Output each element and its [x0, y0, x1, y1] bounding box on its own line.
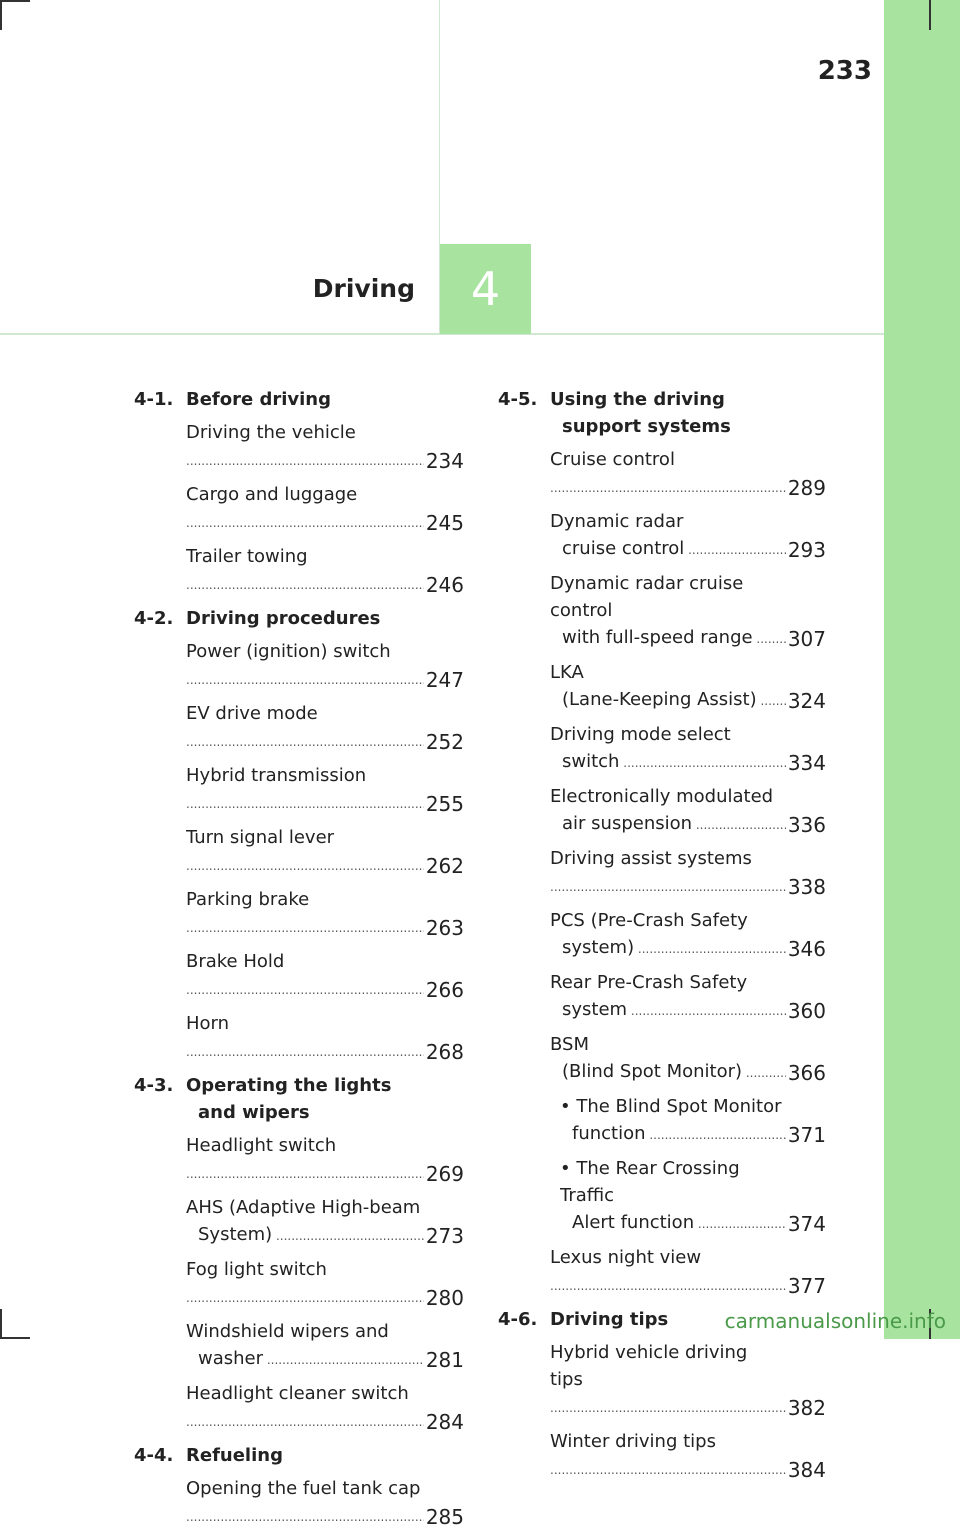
entry-label — [186, 1194, 424, 1250]
toc-entry[interactable] — [498, 446, 826, 502]
entry-label — [550, 1244, 786, 1300]
entry-label — [550, 969, 786, 1025]
entry-label — [186, 1318, 424, 1374]
entry-page-number: 338 — [787, 875, 826, 899]
toc-entry[interactable] — [134, 1380, 464, 1436]
entry-page-number: 266 — [425, 978, 464, 1002]
entry-page-number: 263 — [425, 916, 464, 940]
toc-entry[interactable] — [134, 824, 464, 880]
section-number: 4-5. — [498, 389, 538, 410]
entry-label-line: Driving the vehicle — [186, 422, 356, 443]
toc-entry[interactable] — [498, 570, 826, 653]
entry-label-line: air suspension ..... — [550, 810, 786, 839]
section-title — [186, 1072, 464, 1126]
entry-label-line: Driving mode select — [550, 724, 731, 745]
entry-label-line: Hybrid transmission — [186, 765, 367, 786]
entry-label-line: Power (ignition) switch — [186, 641, 391, 662]
section-title — [550, 386, 826, 440]
toc-entry[interactable] — [134, 700, 464, 756]
entry-label-line: (Blind Spot Monitor) ..... — [550, 1058, 786, 1087]
entry-page-number: 346 — [787, 937, 826, 961]
entry-label — [186, 481, 424, 537]
section-title-line: Operating the lights — [186, 1075, 392, 1096]
toc-entry[interactable] — [498, 1155, 826, 1238]
toc-entry[interactable] — [134, 638, 464, 694]
entry-page-number: 269 — [425, 1162, 464, 1186]
toc-section — [134, 1066, 464, 1436]
entry-page-number: 255 — [425, 792, 464, 816]
entry-page-number: 377 — [787, 1274, 826, 1298]
entry-label — [186, 886, 424, 942]
page-number: 233 — [817, 56, 872, 86]
entry-label-line: Dynamic radar — [550, 511, 684, 532]
section-title-line: support systems — [562, 416, 731, 437]
entry-label — [550, 446, 786, 502]
entry-label — [550, 659, 786, 715]
entry-page-number: 247 — [425, 668, 464, 692]
toc-entry[interactable] — [134, 762, 464, 818]
section-heading — [134, 380, 464, 413]
section-number: 4-6. — [498, 1309, 538, 1330]
section-title-line: Driving tips — [550, 1309, 669, 1330]
toc-entry[interactable] — [134, 419, 464, 475]
entry-label-line: washer ..... — [186, 1345, 424, 1374]
entry-page-number: 384 — [787, 1458, 826, 1482]
chapter-number-box: 4 — [440, 244, 531, 334]
crop-mark — [0, 0, 30, 2]
toc-section — [134, 599, 464, 1066]
entry-label — [550, 1339, 786, 1422]
entry-label-line: Dynamic radar cruise control — [550, 573, 744, 621]
entry-label-line: Turn signal lever — [186, 827, 335, 848]
entry-page-number: 293 — [787, 538, 826, 562]
section-title — [186, 605, 464, 632]
toc-section — [498, 380, 826, 1300]
entry-page-number: 280 — [425, 1286, 464, 1310]
entry-label — [186, 1475, 424, 1531]
entry-label-line: Headlight switch — [186, 1135, 337, 1156]
entry-label-line: Electronically modulated — [550, 786, 774, 807]
section-heading — [134, 599, 464, 632]
toc-entry[interactable] — [134, 1318, 464, 1374]
section-heading — [498, 380, 826, 440]
section-title-line: and wipers — [198, 1102, 310, 1123]
entry-label-line: Lexus night view — [550, 1247, 702, 1268]
entry-label — [550, 1031, 786, 1087]
toc-entry[interactable] — [498, 845, 826, 901]
toc-entry[interactable] — [134, 1132, 464, 1188]
entry-label-line: Hybrid vehicle driving tips — [550, 1342, 748, 1390]
toc-entry[interactable] — [498, 1428, 826, 1484]
section-heading — [134, 1436, 464, 1469]
entry-label — [186, 824, 424, 880]
entry-label-line: • The Blind Spot Monitor — [560, 1093, 786, 1120]
entry-page-number: 336 — [787, 813, 826, 837]
toc-entry[interactable] — [134, 948, 464, 1004]
section-title — [186, 386, 464, 413]
entry-label — [560, 1093, 786, 1149]
entry-label-line: PCS (Pre-Crash Safety — [550, 910, 748, 931]
entry-label — [550, 907, 786, 963]
entry-label — [186, 419, 424, 475]
toc-section — [134, 1436, 464, 1531]
entry-label-line: AHS (Adaptive High-beam — [186, 1197, 421, 1218]
chapter-title: Driving — [312, 274, 415, 303]
entry-label-line: • The Rear Crossing Traffic — [560, 1155, 786, 1209]
section-number: 4-3. — [134, 1075, 174, 1096]
entry-label-line: Alert function ..... — [560, 1209, 786, 1238]
entry-label — [186, 948, 424, 1004]
entry-label-line: cruise control ..... — [550, 535, 786, 564]
crop-mark — [929, 0, 931, 30]
entry-label-line: Headlight cleaner switch — [186, 1383, 409, 1404]
toc-entry[interactable] — [498, 1093, 826, 1149]
entry-label — [186, 1380, 424, 1436]
section-title-line: Refueling — [186, 1445, 283, 1466]
entry-page-number: 262 — [425, 854, 464, 878]
entry-label-line: Winter driving tips — [550, 1431, 716, 1452]
section-number: 4-1. — [134, 389, 174, 410]
section-title — [186, 1442, 464, 1469]
entry-label — [550, 570, 786, 653]
entry-label-line: Opening the fuel tank cap — [186, 1478, 421, 1499]
entry-page-number: 246 — [425, 573, 464, 597]
section-number: 4-2. — [134, 608, 174, 629]
entry-page-number: 252 — [425, 730, 464, 754]
entry-label — [550, 783, 786, 839]
entry-label — [186, 1132, 424, 1188]
entry-label — [550, 508, 786, 564]
entry-page-number: 284 — [425, 1410, 464, 1434]
crop-mark — [0, 0, 2, 30]
entry-label — [186, 700, 424, 756]
entry-label-line: EV drive mode — [186, 703, 318, 724]
entry-label-line: system) ..... — [550, 934, 786, 963]
entry-label — [186, 543, 424, 599]
entry-label-line: Driving assist systems — [550, 848, 752, 869]
entry-label-line: Trailer towing — [186, 546, 308, 567]
section-number: 4-4. — [134, 1445, 174, 1466]
entry-page-number: 285 — [425, 1505, 464, 1529]
entry-label — [560, 1155, 786, 1238]
entry-label — [186, 1010, 424, 1066]
entry-label — [186, 762, 424, 818]
entry-label-line: LKA — [550, 662, 584, 683]
entry-label-line: system ..... — [550, 996, 786, 1025]
entry-page-number: 382 — [787, 1396, 826, 1420]
entry-page-number: 234 — [425, 449, 464, 473]
entry-label — [550, 721, 786, 777]
entry-label-line: Horn — [186, 1013, 230, 1034]
watermark: carmanualsonline.info — [724, 1309, 946, 1333]
entry-label-line: Brake Hold — [186, 951, 285, 972]
toc-entry[interactable] — [498, 783, 826, 839]
entry-page-number: 289 — [787, 476, 826, 500]
section-heading — [134, 1066, 464, 1126]
entry-label-line: (Lane-Keeping Assist) ..... — [550, 686, 786, 715]
entry-label-line: Parking brake — [186, 889, 310, 910]
entry-label-line: Cargo and luggage — [186, 484, 358, 505]
entry-label-line: with full-speed range ..... — [550, 624, 786, 653]
toc-entry[interactable] — [498, 1339, 826, 1422]
entry-label-line: Windshield wipers and — [186, 1321, 389, 1342]
toc-entry[interactable] — [498, 659, 826, 715]
entry-page-number: 245 — [425, 511, 464, 535]
entry-label — [186, 1256, 424, 1312]
toc-entry[interactable] — [498, 508, 826, 564]
toc-entry[interactable] — [498, 1031, 826, 1087]
toc-entry[interactable] — [134, 481, 464, 537]
entry-label-line: System) ..... — [186, 1221, 424, 1250]
toc-entry[interactable] — [498, 721, 826, 777]
entry-page-number: 374 — [787, 1212, 826, 1236]
entry-label — [550, 1428, 786, 1484]
entry-label — [550, 845, 786, 901]
entry-label-line: Fog light switch — [186, 1259, 327, 1280]
toc-entry[interactable] — [134, 1475, 464, 1531]
entry-page-number: 366 — [787, 1061, 826, 1085]
entry-label-line: Cruise control — [550, 449, 675, 470]
toc-entry[interactable] — [134, 543, 464, 599]
toc-entry[interactable] — [498, 1244, 826, 1300]
entry-label-line: Rear Pre-Crash Safety — [550, 972, 748, 993]
toc-entry[interactable] — [498, 907, 826, 963]
crop-mark — [0, 1309, 2, 1339]
toc-entry[interactable] — [134, 1256, 464, 1312]
entry-page-number: 360 — [787, 999, 826, 1023]
entry-page-number: 268 — [425, 1040, 464, 1064]
toc-left-column — [134, 380, 464, 1531]
entry-label-line: function ..... — [560, 1120, 786, 1149]
section-title-line: Using the driving — [550, 389, 725, 410]
toc-section — [134, 380, 464, 599]
entry-page-number: 307 — [787, 627, 826, 651]
section-title-line: Before driving — [186, 389, 332, 410]
entry-page-number: 273 — [425, 1224, 464, 1248]
toc-entry[interactable] — [134, 1010, 464, 1066]
toc-entry[interactable] — [498, 969, 826, 1025]
entry-label-line: switch ..... — [550, 748, 786, 777]
toc-entry[interactable] — [134, 886, 464, 942]
entry-label-line: BSM — [550, 1034, 589, 1055]
entry-page-number: 334 — [787, 751, 826, 775]
section-title-line: Driving procedures — [186, 608, 381, 629]
entry-page-number: 281 — [425, 1348, 464, 1372]
entry-label — [186, 638, 424, 694]
entry-page-number: 324 — [787, 689, 826, 713]
toc-entry[interactable] — [134, 1194, 464, 1250]
entry-page-number: 371 — [787, 1123, 826, 1147]
chapter-side-tab — [884, 0, 960, 1339]
